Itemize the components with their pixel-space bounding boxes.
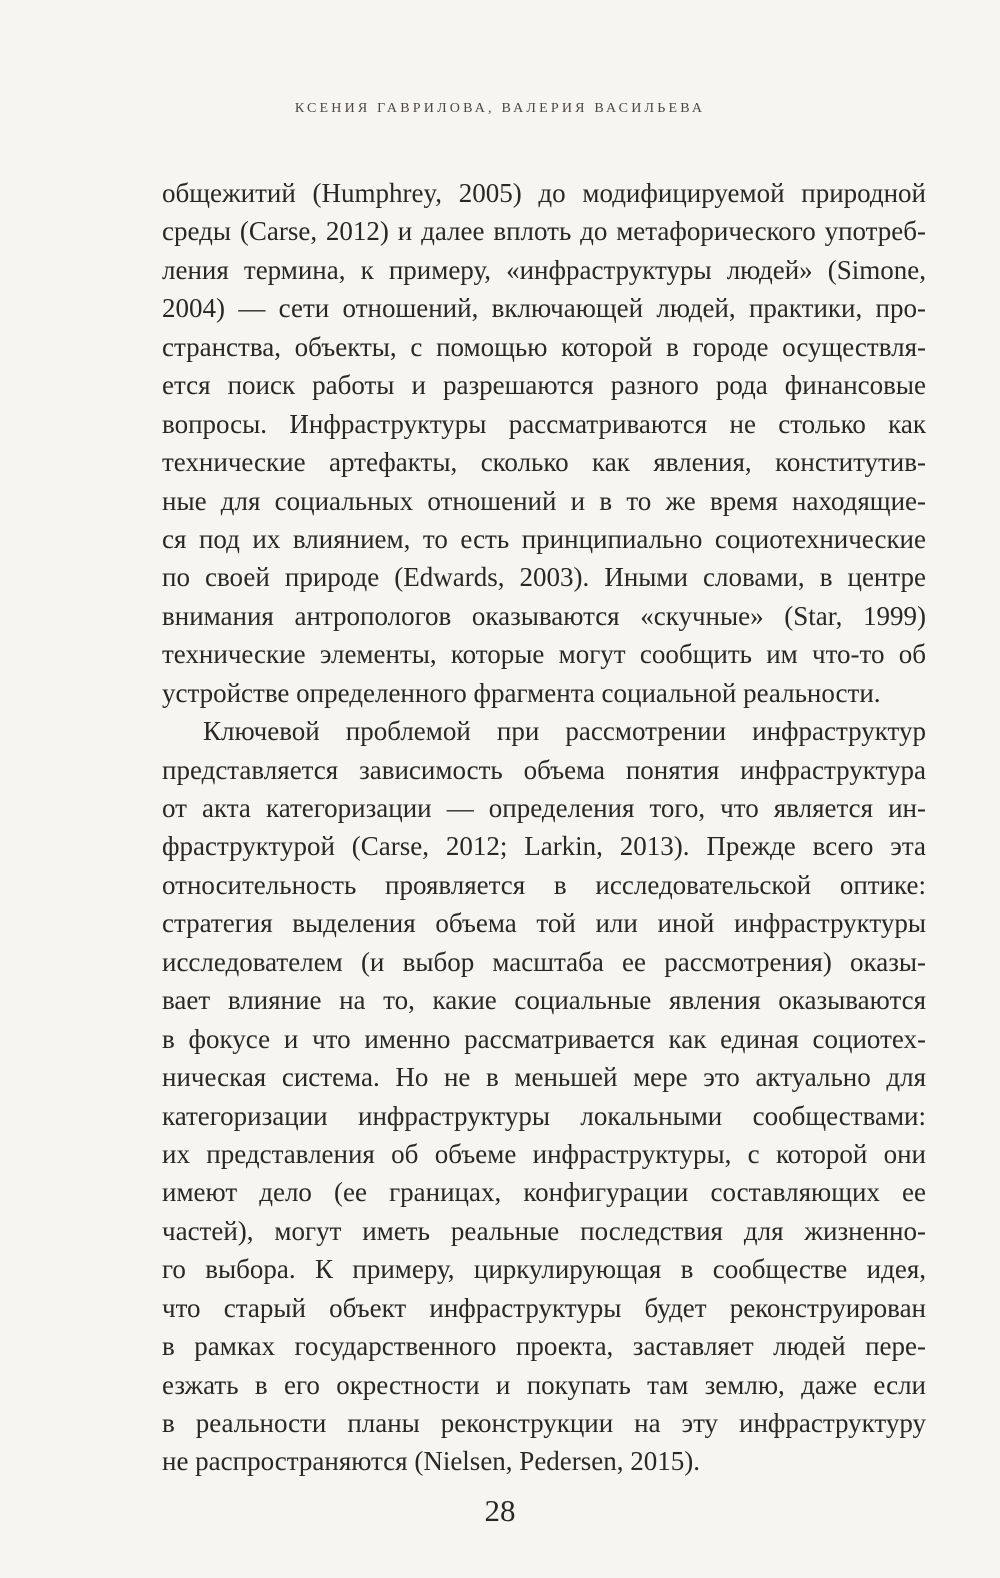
text-line: ся под их влиянием, то есть принципиально социотехнические (162, 523, 926, 554)
text-line: ления термина, к примеру, «инфраструктуры людей» (Simone, (162, 254, 926, 285)
text-line: странства, объекты, с помощью которой в городе осуществля- (162, 331, 926, 362)
text-line: го выбора. К примеру, циркулирующая в сообществе идея, (162, 1254, 926, 1285)
text-line: устройстве определенного фрагмента социальной реальности. (162, 677, 881, 708)
running-header: КСЕНИЯ ГАВРИЛОВА, ВАЛЕРИЯ ВАСИЛЬЕВА (294, 101, 706, 116)
text-line: в рамках государственного проекта, заставляет людей пере- (162, 1331, 926, 1362)
text-line: внимания антропологов оказываются «скучные» (Star, 1999) (162, 600, 926, 631)
text-line: представляется зависимость объема понятия инфраструктура (162, 754, 926, 785)
text-line: вопросы. Инфраструктуры рассматриваются не столько как (162, 408, 926, 439)
text-line: категоризации инфраструктуры локальными сообществами: (162, 1100, 926, 1131)
text-line: имеют дело (ее границах, конфигурации составляющих ее (162, 1177, 926, 1208)
text-line: стратегия выделения объема той или иной инфраструктуры (162, 908, 926, 939)
text-line: среды (Carse, 2012) и далее вплоть до метафорического употреб- (162, 216, 926, 247)
page-number: 28 (484, 1493, 516, 1528)
text-line: в реальности планы реконструкции на эту инфраструктуру (162, 1408, 926, 1438)
text-line: исследователем (и выбор масштаба ее рассмотрения) оказы- (162, 946, 926, 977)
text-line: технические элементы, которые могут сообщить им что-то об (162, 639, 926, 670)
text-line: фраструктурой (Carse, 2012; Larkin, 2013). Прежде всего эта (162, 831, 926, 862)
text-line: ные для социальных отношений и в то же время находящие- (162, 485, 926, 516)
text-line: в фокусе и что именно рассматривается как единая социотех- (162, 1023, 926, 1054)
text-line: 2004) — сети отношений, включающей людей, практики, про- (162, 293, 926, 324)
body-text (162, 174, 926, 1481)
text-line: езжать в его окрестности и покупать там землю, даже если (162, 1369, 926, 1400)
text-line: вает влияние на то, какие социальные явления оказываются (162, 985, 926, 1016)
text-line: общежитий (Humphrey, 2005) до модифицируемой природной (162, 178, 926, 208)
text-line: что старый объект инфраструктуры будет реконструирован (162, 1292, 926, 1323)
text-line: не распространяются (Nielsen, Pedersen, 2015). (162, 1446, 701, 1477)
text-line: по своей природе (Edwards, 2003). Иными словами, в центре (162, 562, 926, 593)
text-line: от акта категоризации — определения того, что является ин- (162, 793, 926, 823)
text-line: частей), могут иметь реальные последствия для жизненно- (162, 1215, 926, 1246)
text-line: их представления об объеме инфраструктуры, с которой они (162, 1138, 926, 1169)
text-line: технические артефакты, сколько как явления, конститутив- (162, 447, 926, 478)
text-line: относительность проявляется в исследовательской оптике: (162, 869, 926, 900)
text-line: ническая система. Но не в меньшей мере это актуально для (162, 1062, 926, 1093)
text-line: Ключевой проблемой при рассмотрении инфраструктур (203, 716, 926, 747)
text-line: ется поиск работы и разрешаются разного рода финансовые (162, 370, 926, 401)
